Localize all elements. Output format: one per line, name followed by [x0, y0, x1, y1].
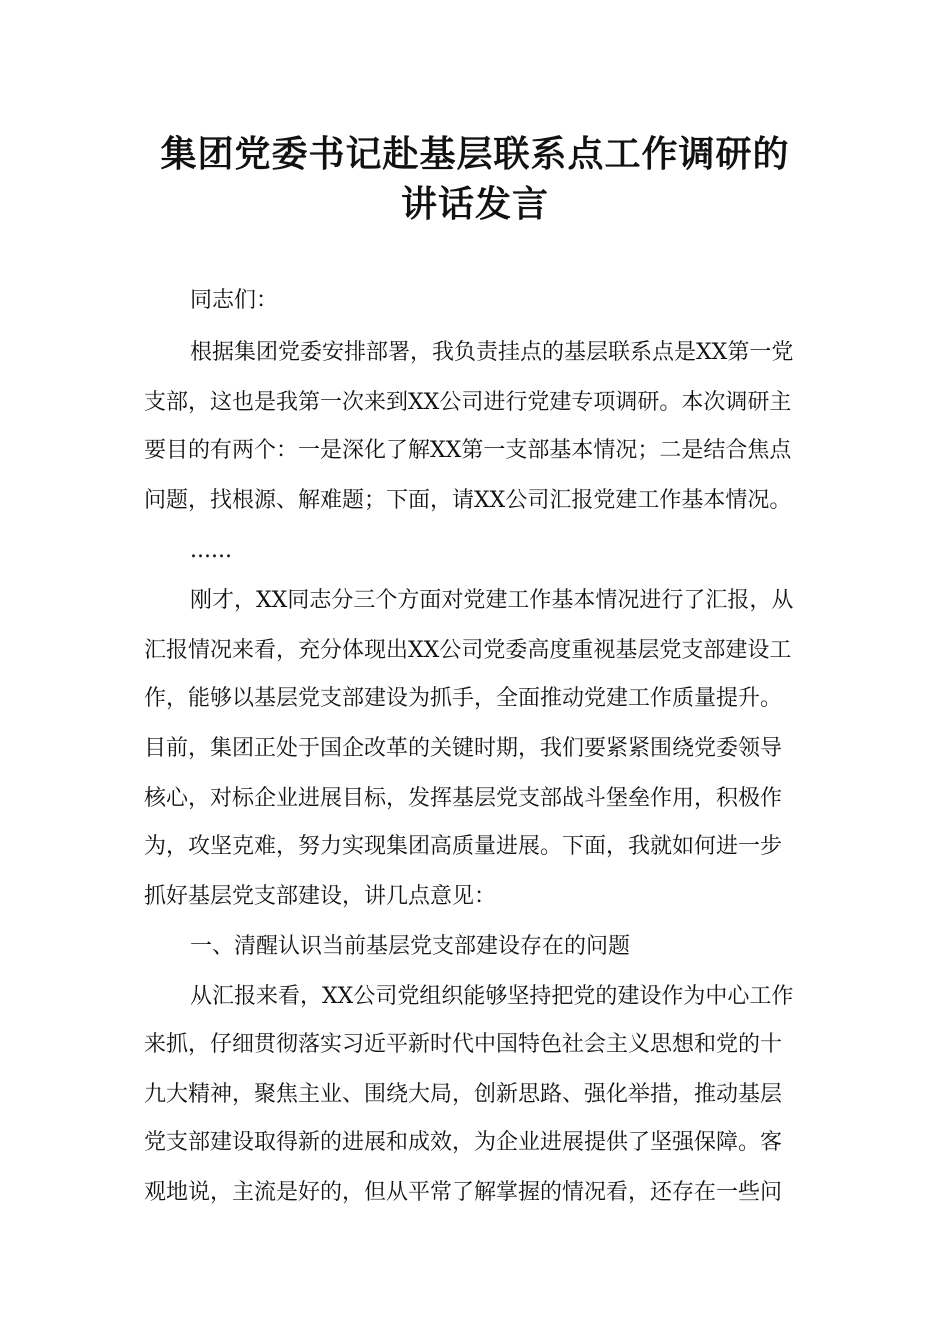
body-line: 问题，找根源、解难题；下面，请XX公司汇报党建工作基本情况。: [144, 488, 792, 513]
salutation: 同志们：: [190, 288, 279, 313]
body-line: 为，攻坚克难，努力实现集团高质量进展。下面，我就如何进一步: [144, 834, 783, 859]
body-line: 来抓，仔细贯彻落实习近平新时代中国特色社会主义思想和党的十: [144, 1032, 783, 1057]
body-line: 党支部建设取得新的进展和成效，为企业进展提供了坚强保障。客: [144, 1130, 783, 1155]
body-line: 刚才，XX同志分三个方面对党建工作基本情况进行了汇报，从: [190, 588, 794, 613]
body-line: 抓好基层党支部建设，讲几点意见：: [144, 884, 497, 909]
document-title-line-2: 讲话发言: [400, 184, 549, 225]
document-title-line-1: 集团党委书记赴基层联系点工作调研的: [160, 134, 790, 175]
body-line: 根据集团党委安排部署，我负责挂点的基层联系点是XX第一党: [190, 340, 794, 365]
body-line: 要目的有两个：一是深化了解XX第一支部基本情况；二是结合焦点: [144, 438, 792, 463]
section-heading: 一、清醒认识当前基层党支部建设存在的问题: [190, 934, 631, 959]
body-line: 作，能够以基层党支部建设为抓手，全面推动党建工作质量提升。: [144, 686, 783, 711]
body-line: 核心，对标企业进展目标，发挥基层党支部战斗堡垒作用，积极作: [144, 786, 783, 811]
body-line: 目前，集团正处于国企改革的关键时期，我们要紧紧围绕党委领导: [144, 736, 783, 761]
body-line: 支部，这也是我第一次来到XX公司进行党建专项调研。本次调研主: [144, 390, 792, 415]
body-line: 观地说，主流是好的，但从平常了解掌握的情况看，还存在一些问: [144, 1180, 783, 1205]
ellipsis-line: ......: [190, 538, 232, 563]
body-line: 汇报情况来看，充分体现出XX公司党委高度重视基层党支部建设工: [144, 638, 792, 663]
body-line: 九大精神，聚焦主业、围绕大局，创新思路、强化举措，推动基层: [144, 1082, 783, 1107]
body-line: 从汇报来看，XX公司党组织能够坚持把党的建设作为中心工作: [190, 984, 794, 1009]
